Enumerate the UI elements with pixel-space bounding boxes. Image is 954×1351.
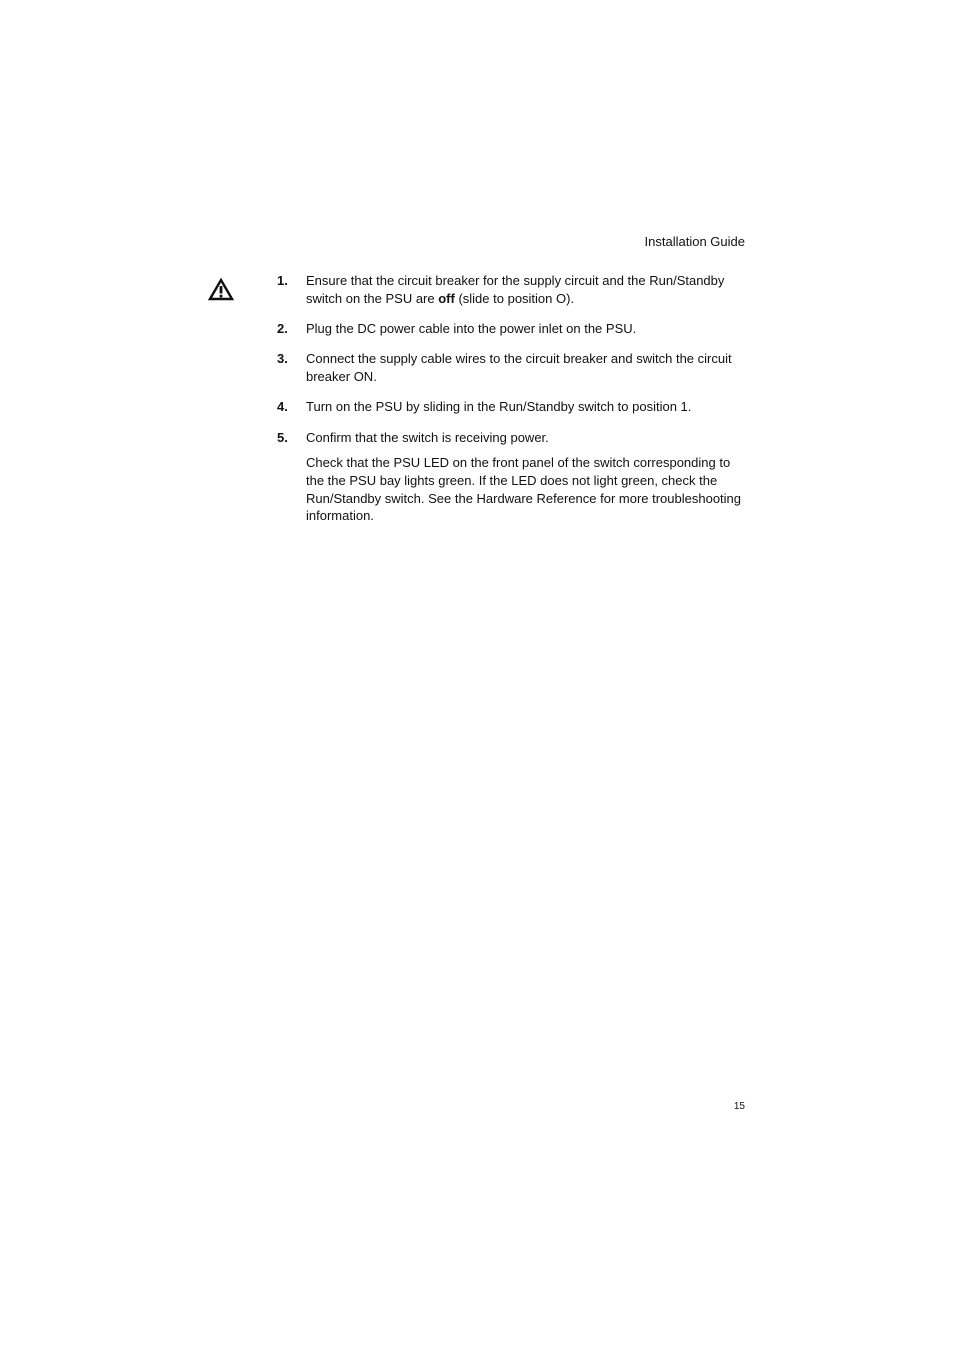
warning-triangle-icon [208,278,234,301]
step-number: 4. [277,399,288,415]
page-number: 15 [733,1101,745,1112]
step-4 [277,398,747,416]
step-number: 2. [277,321,288,337]
step-1 [277,272,747,308]
step-2 [277,320,747,338]
step-text [306,272,747,308]
step-text: Confirm that the switch is receiving power. [306,429,549,445]
step-note: Check that the PSU LED on the front panel of the switch corresponding to the the PSU bay lights green. If the LED does not light green, check the Run/Standby switch. See the Hardware Reference for more troubleshooting information. [306,455,742,524]
step-5 [277,429,747,525]
step-text-after: (slide to position O). [454,290,575,306]
step-number: 5. [277,429,288,445]
step-number: 3. [277,351,288,367]
step-emphasis: off [438,290,455,306]
procedure-steps [277,272,747,538]
step-number: 1. [277,273,288,288]
step-text: Connect the supply cable wires to the circuit breaker and switch the circuit breaker ON. [306,351,732,385]
step-3 [277,350,747,386]
step-text-before: Ensure that the circuit breaker for the supply circuit and the Run/Standby switch on the PSU are [306,273,725,306]
step-text: Turn on the PSU by sliding in the Run/Standby switch to position 1. [306,399,692,415]
step-text: Plug the DC power cable into the power inlet on the PSU. [306,321,637,337]
running-header: Installation Guide [644,234,745,249]
